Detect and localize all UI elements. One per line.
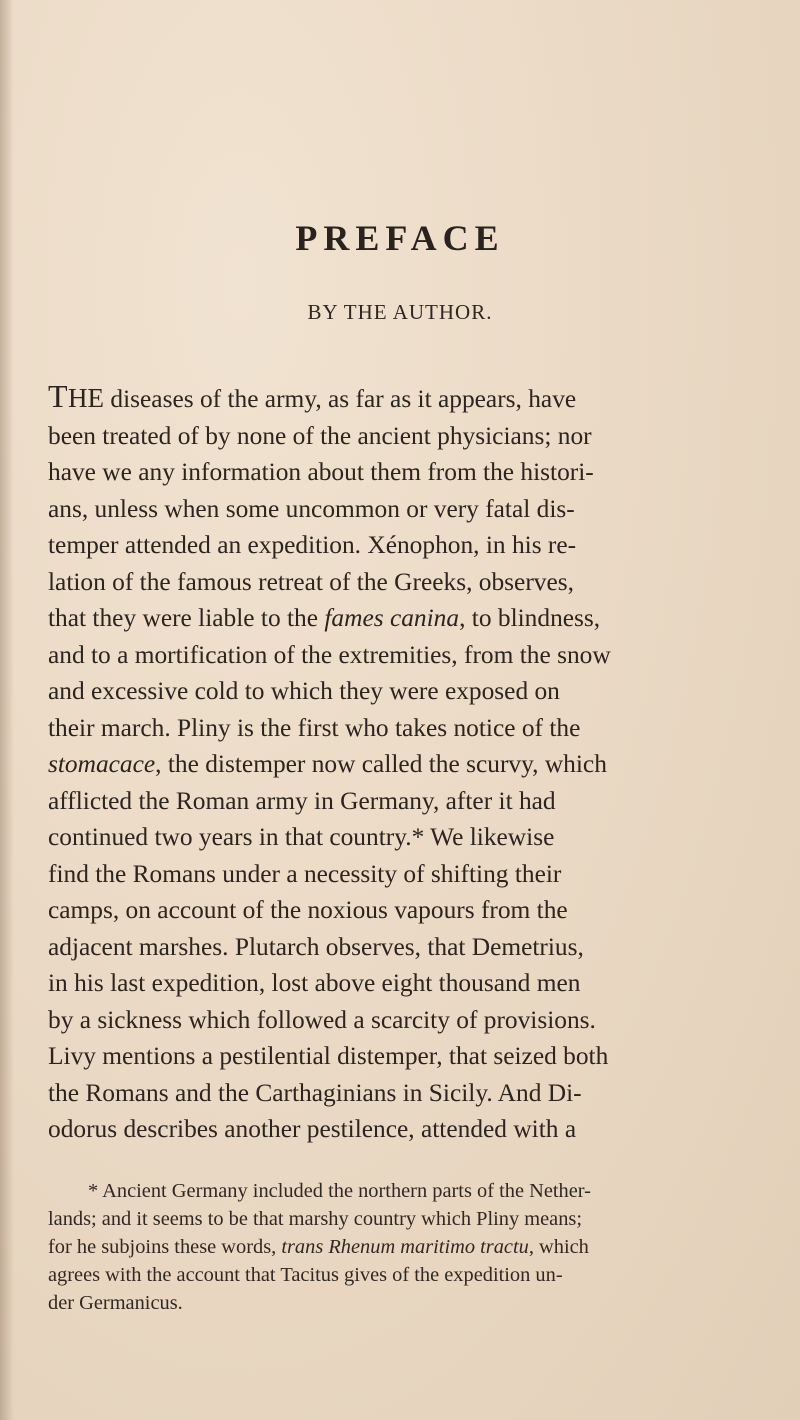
body-line: their march. Pliny is the first who takes notice of the: [48, 713, 581, 742]
footnote-line: der Germanicus.: [48, 1292, 183, 1314]
body-line: continued two years in that country.* We likewise: [48, 823, 555, 851]
page-edge-shadow: [0, 0, 14, 1420]
body-line: odorus describes another pestilence, attended with a: [48, 1115, 577, 1143]
footnote-line: * Ancient Germany included the northern parts of the Nether-: [88, 1180, 591, 1202]
body-line: camps, on account of the noxious vapours from the: [48, 896, 568, 924]
italic-latin-phrase: trans Rhenum maritimo tractu: [281, 1236, 529, 1258]
italic-term: stomacace: [48, 750, 156, 778]
page-title: PREFACE: [295, 218, 505, 258]
page-subtitle: BY THE AUTHOR.: [307, 300, 493, 324]
body-line: Livy mentions a pestilential distemper, that seized both: [48, 1042, 609, 1070]
body-line: and excessive cold to which they were exposed on: [48, 677, 560, 705]
italic-term: fames canina: [324, 604, 460, 632]
body-line: adjacent marshes. Plutarch observes, that Demetrius,: [48, 932, 584, 961]
body-line: afflicted the Roman army in Germany, after it had: [48, 786, 556, 815]
body-line: by a sickness which followed a scarcity of provisions.: [48, 1005, 596, 1034]
body-line: and to a mortification of the extremities, from the snow: [48, 640, 611, 669]
footnote: [48, 1177, 760, 1317]
body-paragraph: [48, 378, 760, 1148]
body-line: ans, unless when some uncommon or very fatal dis-: [48, 494, 575, 523]
body-line: been treated of by none of the ancient physicians; nor: [48, 421, 592, 450]
body-line: THE diseases of the army, as far as it appears, have: [48, 378, 577, 414]
body-line: lation of the famous retreat of the Greeks, observes,: [48, 567, 574, 596]
body-line: temper attended an expedition. Xénophon, in his re-: [48, 531, 577, 559]
body-line: find the Romans under a necessity of shifting their: [48, 859, 562, 888]
body-line: that they were liable to the fames canina, to blindness,: [48, 604, 601, 632]
body-line: have we any information about them from the histori-: [48, 458, 594, 486]
footnote-line: agrees with the account that Tacitus gives of the expedition un-: [48, 1264, 563, 1286]
body-line: the Romans and the Carthaginians in Sicily. And Di-: [48, 1078, 582, 1107]
drop-cap-rest: HE: [68, 383, 105, 413]
body-line: in his last expedition, lost above eight thousand men: [48, 969, 581, 997]
drop-cap: T: [48, 378, 69, 414]
footnote-line: for he subjoins these words, trans Rhenum maritimo tractu, which: [48, 1236, 589, 1258]
body-line: stomacace, the distemper now called the scurvy, which: [48, 750, 607, 778]
footnote-line: lands; and it seems to be that marshy country which Pliny means;: [48, 1208, 583, 1230]
